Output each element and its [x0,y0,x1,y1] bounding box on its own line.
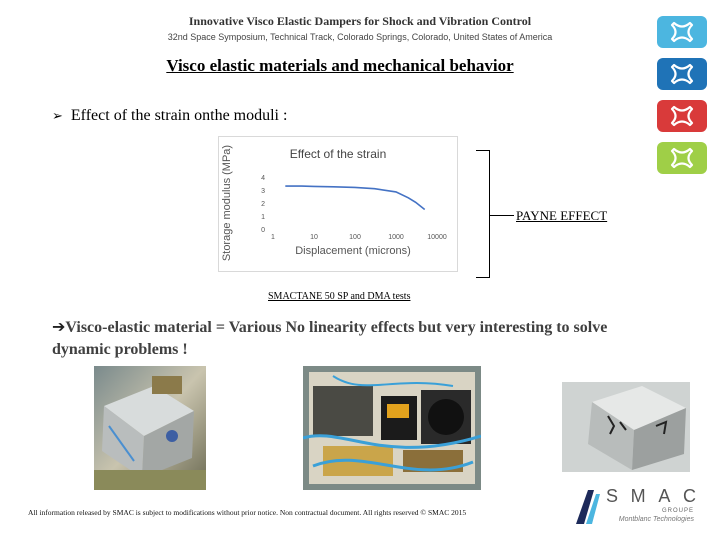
cross-logo-icon [669,104,695,128]
bullet-strain [52,107,287,125]
photo-electronics-assembly [303,366,481,490]
y-tick-label: 2 [261,201,265,208]
brand-tile-2 [657,58,707,90]
chart-caption: SMACTANE 50 SP and DMA tests [268,291,411,302]
bracket-pointer [490,215,514,216]
footer-disclaimer: All information released by SMAC is subject to modifications without prior notice. Non contractual document. All rights reserved © SMAC 2015 [28,508,467,517]
series-line [285,186,424,209]
cross-logo-icon [669,146,695,170]
logo-letter-m: M [630,486,646,506]
key-statement [52,316,642,361]
brand-tile-1 [657,16,707,48]
strain-chart [218,136,458,272]
y-tick-label: 4 [261,175,265,182]
payne-effect-label: PAYNE EFFECT [516,208,608,223]
slide-title: Visco elastic materials and mechanical behavior [166,56,514,75]
y-tick-label: 3 [261,188,265,195]
logo-letter-c: C [683,486,696,506]
bracket [476,150,490,278]
arrow-bullet-icon: ➢ [52,109,63,124]
chart-title: Effect of the strain [289,147,387,161]
statement-text: Visco-elastic material = Various No linearity effects but very interesting to solve dynamic problems ! [52,319,608,358]
y-tick-label: 1 [261,214,265,221]
logo-letter-a: A [658,486,671,506]
x-tick-label: 10000 [427,234,447,241]
logo-tagline: Montblanc Technologies [618,516,694,523]
brand-tile-3 [657,100,707,132]
chart-ylabel: Storage modulus (MPa) [221,144,233,262]
conference-subtitle: 32nd Space Symposium, Technical Track, Colorado Springs, Colorado, United States of America [167,32,553,42]
brand-tile-4 [657,142,707,174]
cross-logo-icon [669,20,695,44]
chart-xlabel: Displacement (microns) [295,245,411,257]
arrow-right-icon: ➔ [52,317,66,336]
bullet-text: Effect of the strain onthe moduli : [70,107,288,124]
x-tick-label: 1000 [388,234,404,241]
smac-logo [572,484,696,528]
photo-damper-test-rig [94,366,206,490]
x-tick-label: 1 [271,234,275,241]
logo-group: GROUPE [661,508,694,514]
x-tick-label: 10 [310,234,318,241]
y-tick-label: 0 [261,227,265,234]
cross-logo-icon [669,62,695,86]
logo-letters [606,486,696,507]
strain-chart-svg [219,137,457,271]
logo-letter-s: S [606,486,619,506]
conference-title: Innovative Visco Elastic Dampers for Shock and Vibration Control [188,14,532,28]
x-tick-label: 100 [349,234,361,241]
photo-damper-part [562,382,690,472]
